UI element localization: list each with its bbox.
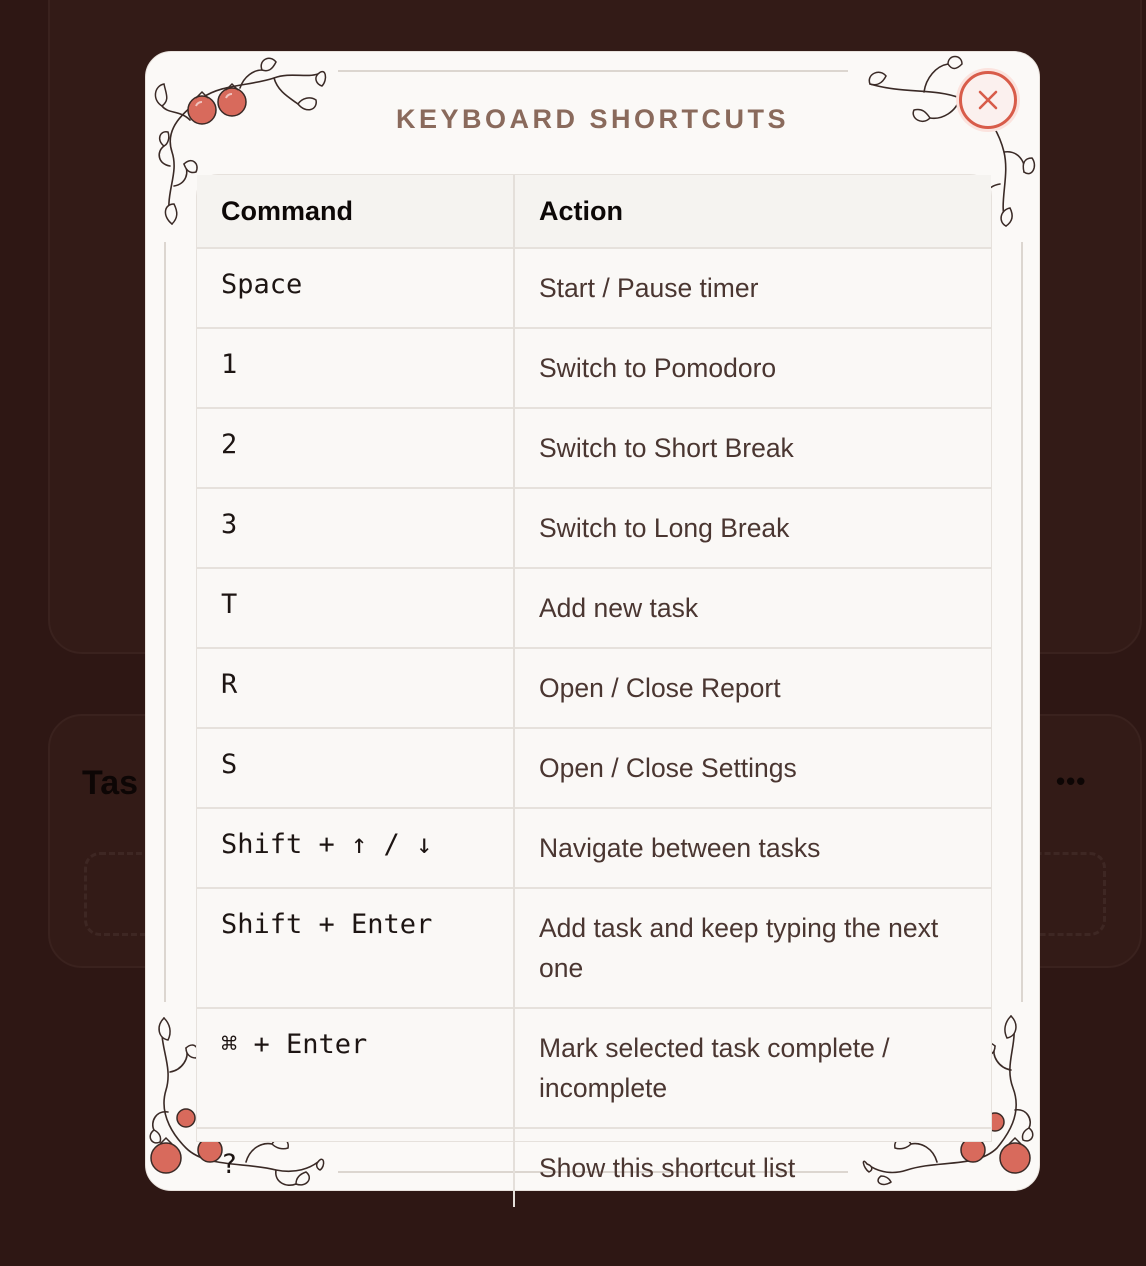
- shortcut-command: Shift + ↑ / ↓: [197, 808, 514, 888]
- shortcut-action: Show this shortcut list: [539, 1153, 796, 1183]
- table-row: [197, 648, 991, 728]
- shortcut-action: Open / Close Settings: [539, 753, 797, 783]
- shortcut-command: ?: [197, 1128, 514, 1207]
- shortcut-action: Navigate between tasks: [539, 833, 821, 863]
- table-row: [197, 808, 991, 888]
- close-icon: [977, 89, 999, 111]
- column-header-action: Action: [514, 175, 991, 248]
- table-row: [197, 888, 991, 1008]
- shortcut-action: Start / Pause timer: [539, 273, 759, 303]
- background-tasks-heading: Tas: [82, 764, 139, 802]
- shortcut-action: Open / Close Report: [539, 673, 781, 703]
- shortcut-command: Space: [197, 248, 514, 328]
- table-row: [197, 568, 991, 648]
- shortcut-command: 1: [197, 328, 514, 408]
- frame-rule-top: [338, 70, 848, 72]
- shortcut-action: Switch to Pomodoro: [539, 353, 777, 383]
- shortcut-command: T: [197, 568, 514, 648]
- shortcut-command: ⌘ + Enter: [197, 1008, 514, 1128]
- column-header-command: Command: [197, 175, 514, 248]
- shortcut-action: Mark selected task complete / incomplete: [539, 1033, 890, 1103]
- background-menu-dots: •••: [1056, 766, 1087, 796]
- shortcut-command: S: [197, 728, 514, 808]
- shortcut-action: Switch to Long Break: [539, 513, 790, 543]
- table-row: [197, 248, 991, 328]
- shortcut-command: 2: [197, 408, 514, 488]
- shortcut-command: 3: [197, 488, 514, 568]
- modal-title: KEYBOARD SHORTCUTS: [395, 104, 789, 134]
- shortcuts-table-container: [196, 174, 992, 1183]
- table-row: [197, 728, 991, 808]
- table-row: [197, 1128, 991, 1207]
- shortcut-command: Shift + Enter: [197, 888, 514, 1008]
- table-row: [197, 488, 991, 568]
- shortcuts-table: [197, 175, 991, 1207]
- table-row: [197, 1008, 991, 1128]
- close-button[interactable]: [959, 71, 1017, 129]
- shortcut-command: R: [197, 648, 514, 728]
- frame-rule-left: [164, 242, 166, 1002]
- table-row: [197, 408, 991, 488]
- shortcut-action: Add task and keep typing the next one: [539, 913, 939, 983]
- frame-rule-right: [1021, 242, 1023, 1002]
- keyboard-shortcuts-modal: [145, 51, 1040, 1191]
- table-row: [197, 328, 991, 408]
- table-header-row: [197, 175, 991, 248]
- shortcut-action: Switch to Short Break: [539, 433, 794, 463]
- shortcut-action: Add new task: [539, 593, 699, 623]
